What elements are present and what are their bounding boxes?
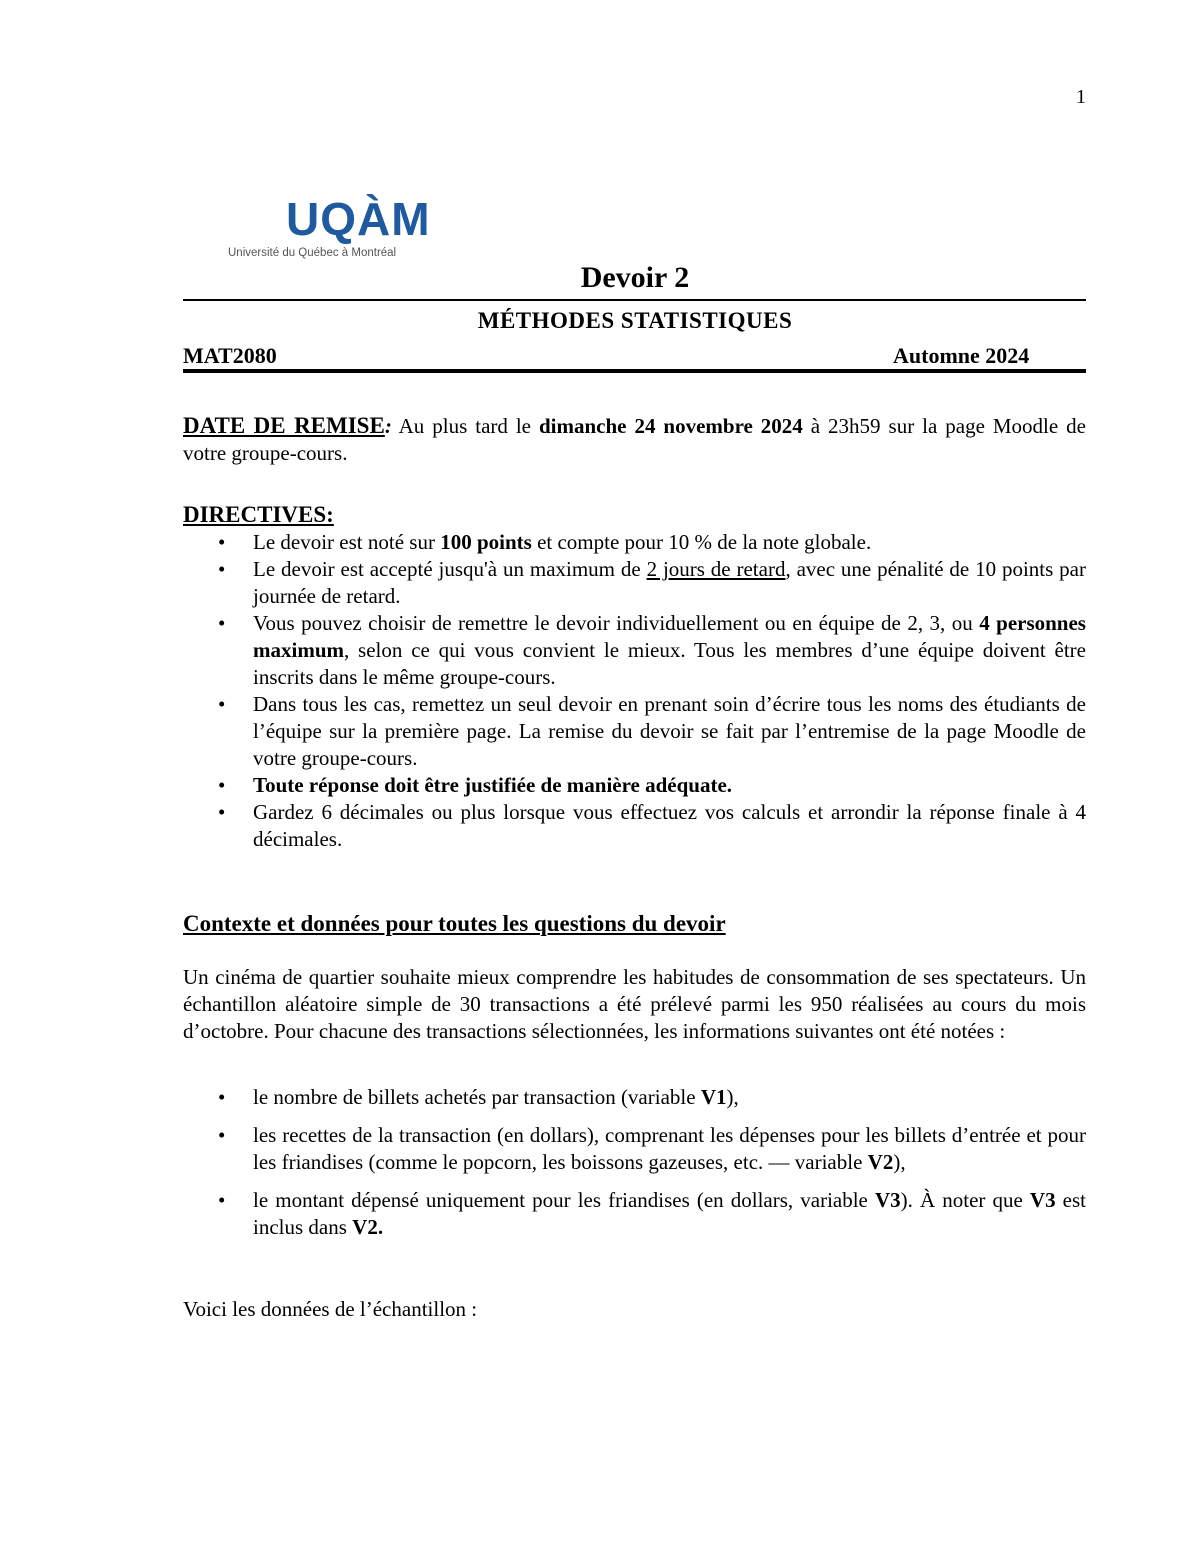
page-number: 1 <box>1076 86 1086 108</box>
course-code: MAT2080 <box>183 343 277 368</box>
variables-list <box>183 1084 1086 1241</box>
semester: Automne 2024 <box>893 343 1030 368</box>
header-rule-bottom <box>183 369 1086 373</box>
list-item: • Dans tous les cas, remettez un seul devoir en prenant soin d’écrire tous les noms des étudiants de l’équipe sur la première page. La remise du devoir se fait par l’entremise de la page Moodle de votre groupe-cours. <box>183 691 1086 772</box>
list-item: • Le devoir est noté sur 100 points et compte pour 10 % de la note globale. <box>183 529 1086 556</box>
due-date-label: DATE DE REMISE <box>183 413 385 438</box>
due-date-colon: : <box>384 414 392 438</box>
list-item: • Le devoir est accepté jusqu'à un maximum de 2 jours de retard, avec une pénalité de 10 points par journée de retard. <box>183 556 1086 610</box>
context-heading: Contexte et données pour toutes les questions du devoir <box>183 911 726 936</box>
list-item: • Gardez 6 décimales ou plus lorsque vous effectuez vos calculs et arrondir la réponse finale à 4 décimales. <box>183 799 1086 853</box>
course-subject: MÉTHODES STATISTIQUES <box>477 308 793 333</box>
list-item: • Vous pouvez choisir de remettre le devoir individuellement ou en équipe de 2, 3, ou 4 personnes maximum, selon ce qui vous convient le mieux. Tous les membres d’une équipe doivent être inscrits dans le même groupe-cours. <box>183 610 1086 691</box>
directives-section <box>183 501 1086 853</box>
data-intro: Voici les données de l’échantillon : <box>183 1297 478 1321</box>
due-date-text-1: Au plus tard le <box>391 414 539 438</box>
logo-subtitle: Université du Québec à Montréal <box>228 247 397 259</box>
document-title: Devoir 2 <box>580 261 690 294</box>
due-date-date: dimanche 24 novembre 2024 <box>538 414 803 438</box>
list-item: • le montant dépensé uniquement pour les friandises (en dollars, variable V3). À noter que V3 est inclus dans V2. <box>183 1187 1086 1241</box>
directives-list <box>183 529 1086 853</box>
due-date-text-2: à 23h59 sur la page Moodle de votre groupe-cours. <box>183 414 1086 465</box>
directives-heading: DIRECTIVES: <box>183 502 334 527</box>
due-date-paragraph <box>183 412 1086 467</box>
logo-mark: UQÀM <box>286 193 431 245</box>
context-intro: Un cinéma de quartier souhaite mieux comprendre les habitudes de consommation de ses spectateurs. Un échantillon aléatoire simple de 30 transactions a été prélevé parmi les 950 réalisées au cours du mois d’octobre. Pour chacune des transactions sélectionnées, les informations suivantes ont été notées : <box>183 965 1086 1043</box>
header-rule-top <box>183 299 1086 301</box>
list-item: • le nombre de billets achetés par transaction (variable V1), <box>183 1084 1086 1111</box>
context-heading-block <box>183 910 1086 938</box>
university-logo <box>228 193 438 261</box>
list-item: • Toute réponse doit être justifiée de manière adéquate. <box>183 772 1086 799</box>
variables-section <box>183 1084 1086 1252</box>
list-item: • les recettes de la transaction (en dollars), comprenant les dépenses pour les billets d’entrée et pour les friandises (comme le popcorn, les boissons gazeuses, etc. — variable V2), <box>183 1122 1086 1176</box>
